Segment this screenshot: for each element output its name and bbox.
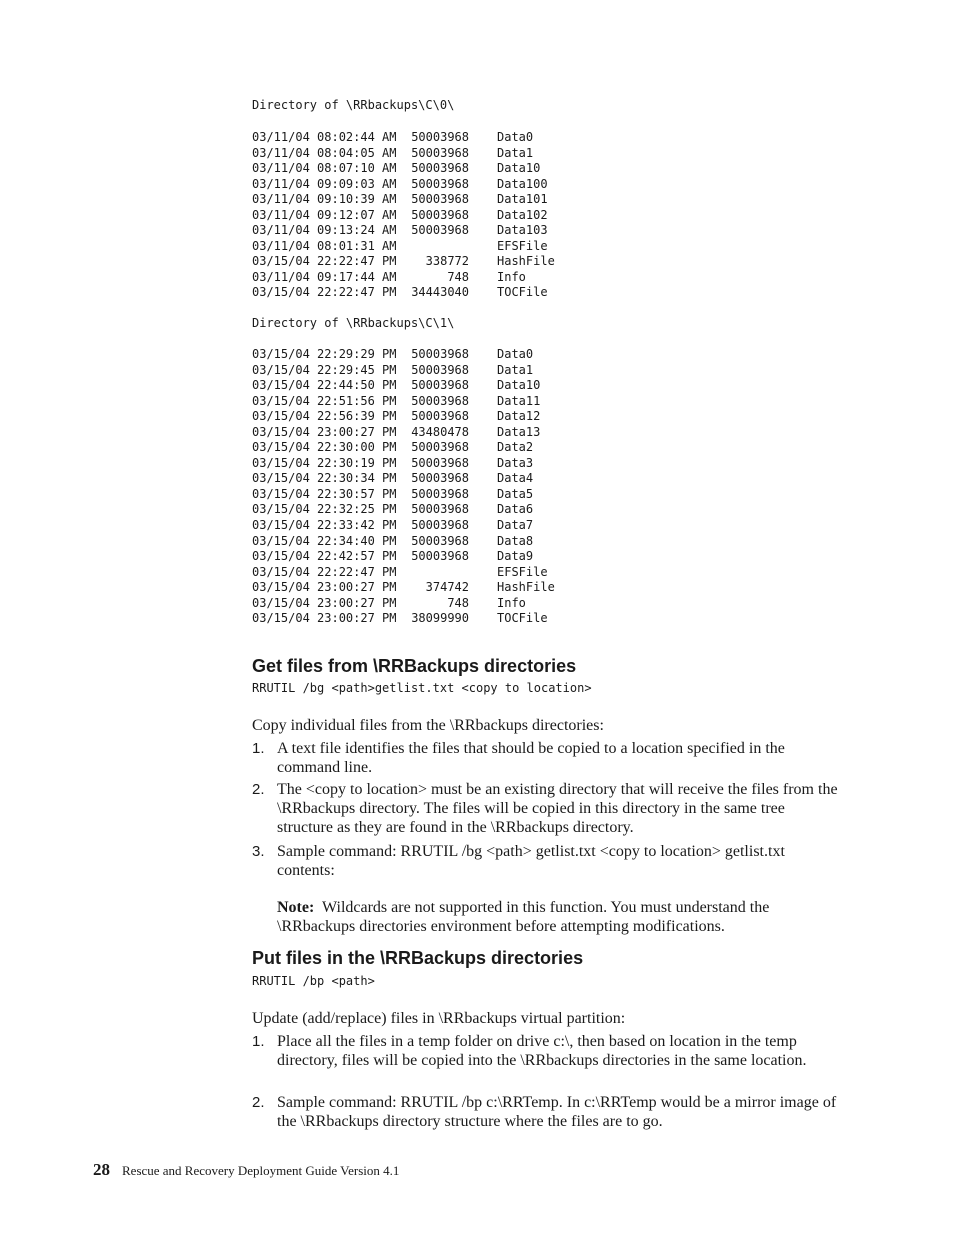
directory-row bbox=[252, 378, 555, 394]
file-date: 03/15/04 22:30:34 PM bbox=[252, 471, 397, 486]
file-size: 374742 bbox=[425, 580, 469, 595]
directory-row bbox=[252, 363, 555, 379]
directory-row bbox=[252, 580, 555, 596]
directory-row bbox=[252, 192, 555, 208]
file-date: 03/15/04 22:30:19 PM bbox=[252, 455, 397, 470]
file-name: Data0 bbox=[497, 130, 534, 144]
file-date: 03/15/04 23:00:27 PM bbox=[252, 595, 397, 610]
list-text: A text file identifies the files that should be copied to a location specified in the command line. bbox=[277, 740, 785, 776]
file-name: Data11 bbox=[497, 393, 541, 408]
file-date: 03/15/04 23:00:27 PM bbox=[252, 611, 397, 626]
file-name: Data1 bbox=[497, 362, 534, 377]
list-number: 1. bbox=[252, 740, 265, 757]
list-item bbox=[252, 780, 842, 837]
file-size: 50003968 bbox=[411, 347, 469, 361]
directory-row bbox=[252, 254, 555, 270]
directory-row bbox=[252, 409, 555, 425]
section-intro: Copy individual files from the \RRbackups directories: bbox=[252, 717, 604, 734]
list-number: 2. bbox=[252, 781, 265, 798]
directory-row bbox=[252, 471, 555, 487]
file-date: 03/15/04 22:22:47 PM bbox=[252, 285, 397, 300]
file-size: 50003968 bbox=[411, 161, 469, 176]
file-size: 50003968 bbox=[411, 486, 469, 501]
file-size: 338772 bbox=[425, 254, 469, 269]
directory-row bbox=[252, 270, 555, 286]
file-name: Data8 bbox=[497, 533, 534, 548]
file-size: 34443040 bbox=[411, 285, 469, 300]
list-number: 3. bbox=[252, 843, 265, 860]
list-item bbox=[252, 1032, 842, 1070]
file-date: 03/15/04 23:00:27 PM bbox=[252, 424, 397, 439]
file-size: 50003968 bbox=[411, 533, 469, 548]
file-size: 50003968 bbox=[411, 471, 469, 486]
list-text: Sample command: RRUTIL /bp c:\RRTemp. In c:\RRTemp would be a mirror image of the \RRbackups directory structure where the files are to go. bbox=[277, 1094, 837, 1130]
file-name: Data1 bbox=[497, 145, 534, 160]
file-name: Data101 bbox=[497, 192, 548, 207]
directory-row bbox=[252, 534, 555, 550]
file-name: Data6 bbox=[497, 502, 534, 517]
directory-row bbox=[252, 611, 555, 627]
file-date: 03/11/04 09:12:07 AM bbox=[252, 207, 397, 222]
file-name: HashFile bbox=[497, 580, 555, 595]
file-size: 50003968 bbox=[411, 145, 469, 160]
file-name: Data0 bbox=[497, 347, 534, 361]
file-size: 50003968 bbox=[411, 223, 469, 238]
file-name: Data13 bbox=[497, 424, 541, 439]
file-date: 03/15/04 22:22:47 PM bbox=[252, 564, 397, 579]
file-date: 03/15/04 22:56:39 PM bbox=[252, 409, 397, 424]
directory-row bbox=[252, 285, 555, 301]
directory-row bbox=[252, 425, 555, 441]
footer-title: Rescue and Recovery Deployment Guide Version 4.1 bbox=[122, 1163, 400, 1178]
file-date: 03/11/04 08:04:05 AM bbox=[252, 145, 397, 160]
list-item bbox=[252, 739, 842, 777]
file-size: 50003968 bbox=[411, 176, 469, 191]
directory-listing bbox=[252, 347, 555, 627]
file-date: 03/11/04 09:10:39 AM bbox=[252, 192, 397, 207]
section-intro: Update (add/replace) files in \RRbackups virtual partition: bbox=[252, 1010, 626, 1027]
file-name: Info bbox=[497, 595, 526, 610]
file-date: 03/15/04 22:22:47 PM bbox=[252, 254, 397, 269]
list-item bbox=[252, 1093, 842, 1131]
directory-row bbox=[252, 130, 555, 146]
directory-row bbox=[252, 161, 555, 177]
file-name: Data103 bbox=[497, 223, 548, 238]
file-name: Data9 bbox=[497, 549, 534, 564]
file-date: 03/15/04 23:00:27 PM bbox=[252, 580, 397, 595]
list-number: 2. bbox=[252, 1094, 265, 1111]
command-syntax: RRUTIL /bg <path>getlist.txt <copy to location> bbox=[252, 681, 592, 695]
file-date: 03/11/04 09:09:03 AM bbox=[252, 176, 397, 191]
file-size: 50003968 bbox=[411, 192, 469, 207]
directory-row bbox=[252, 208, 555, 224]
file-name: TOCFile bbox=[497, 611, 548, 626]
file-size: 50003968 bbox=[411, 362, 469, 377]
file-size: 50003968 bbox=[411, 207, 469, 222]
file-date: 03/15/04 22:30:57 PM bbox=[252, 486, 397, 501]
file-size: 50003968 bbox=[411, 409, 469, 424]
file-size: 50003968 bbox=[411, 440, 469, 455]
file-name: Data12 bbox=[497, 409, 541, 424]
directory-row bbox=[252, 518, 555, 534]
file-size: 50003968 bbox=[411, 502, 469, 517]
file-date: 03/15/04 22:33:42 PM bbox=[252, 518, 397, 533]
list-text: Sample command: RRUTIL /bg <path> getlist.txt <copy to location> getlist.txt contents: bbox=[277, 843, 785, 879]
directory-row bbox=[252, 549, 555, 565]
file-date: 03/15/04 22:34:40 PM bbox=[252, 533, 397, 548]
file-size: 50003968 bbox=[411, 393, 469, 408]
file-name: Data5 bbox=[497, 486, 534, 501]
note-label: Note: bbox=[277, 899, 315, 916]
file-date: 03/15/04 22:42:57 PM bbox=[252, 549, 397, 564]
directory-row bbox=[252, 239, 555, 255]
file-date: 03/11/04 09:17:44 AM bbox=[252, 269, 397, 284]
directory-row bbox=[252, 456, 555, 472]
directory-row bbox=[252, 223, 555, 239]
file-name: Data4 bbox=[497, 471, 534, 486]
file-name: Data2 bbox=[497, 440, 534, 455]
file-name: Data3 bbox=[497, 455, 534, 470]
list-item bbox=[252, 842, 842, 880]
directory-row bbox=[252, 177, 555, 193]
file-name: Data10 bbox=[497, 378, 541, 393]
file-size: 43480478 bbox=[411, 424, 469, 439]
directory-header: Directory of \RRbackups\C\0\ bbox=[252, 98, 455, 112]
file-date: 03/15/04 22:29:29 PM bbox=[252, 347, 397, 361]
page-number: 28 bbox=[93, 1160, 110, 1179]
file-size: 50003968 bbox=[411, 378, 469, 393]
directory-row bbox=[252, 596, 555, 612]
directory-row bbox=[252, 347, 555, 363]
directory-row bbox=[252, 487, 555, 503]
file-name: Data100 bbox=[497, 176, 548, 191]
file-name: Data102 bbox=[497, 207, 548, 222]
section-heading-put-files: Put files in the \RRBackups directories bbox=[252, 948, 584, 968]
file-date: 03/11/04 08:01:31 AM bbox=[252, 238, 397, 253]
file-name: Info bbox=[497, 269, 526, 284]
file-date: 03/15/04 22:29:45 PM bbox=[252, 362, 397, 377]
command-syntax: RRUTIL /bp <path> bbox=[252, 974, 375, 988]
file-name: HashFile bbox=[497, 254, 555, 269]
file-name: EFSFile bbox=[497, 238, 548, 253]
directory-row bbox=[252, 565, 555, 581]
file-size: 50003968 bbox=[411, 549, 469, 564]
file-name: Data7 bbox=[497, 518, 534, 533]
file-date: 03/15/04 22:44:50 PM bbox=[252, 378, 397, 393]
note-text: Wildcards are not supported in this function. You must understand the \RRbackups directories environment before attempting modifications. bbox=[277, 899, 770, 935]
directory-row bbox=[252, 502, 555, 518]
file-size: 50003968 bbox=[411, 130, 469, 144]
file-date: 03/15/04 22:51:56 PM bbox=[252, 393, 397, 408]
list-text: The <copy to location> must be an existing directory that will receive the files from the \RRbackups directory. The files will be copied in this directory in the same tree structure as they are found in the \RRbackups directory. bbox=[277, 781, 838, 836]
file-date: 03/11/04 08:07:10 AM bbox=[252, 161, 397, 176]
directory-row bbox=[252, 146, 555, 162]
page-footer bbox=[93, 1160, 399, 1180]
file-size: 748 bbox=[447, 269, 469, 284]
directory-row bbox=[252, 440, 555, 456]
file-date: 03/11/04 09:13:24 AM bbox=[252, 223, 397, 238]
file-date: 03/15/04 22:30:00 PM bbox=[252, 440, 397, 455]
list-text: Place all the files in a temp folder on drive c:\, then based on location in the temp directory, files will be copied into the \RRbackups directories in the same location. bbox=[277, 1033, 807, 1069]
section-heading-get-files: Get files from \RRBackups directories bbox=[252, 656, 577, 676]
note bbox=[277, 898, 842, 936]
list-number: 1. bbox=[252, 1033, 265, 1050]
file-size: 748 bbox=[447, 595, 469, 610]
file-size: 50003968 bbox=[411, 455, 469, 470]
file-date: 03/11/04 08:02:44 AM bbox=[252, 130, 397, 144]
directory-listing bbox=[252, 130, 555, 301]
file-name: TOCFile bbox=[497, 285, 548, 300]
file-size: 38099990 bbox=[411, 611, 469, 626]
file-name: EFSFile bbox=[497, 564, 548, 579]
file-date: 03/15/04 22:32:25 PM bbox=[252, 502, 397, 517]
file-name: Data10 bbox=[497, 161, 541, 176]
directory-row bbox=[252, 394, 555, 410]
directory-header: Directory of \RRbackups\C\1\ bbox=[252, 316, 455, 330]
file-size: 50003968 bbox=[411, 518, 469, 533]
